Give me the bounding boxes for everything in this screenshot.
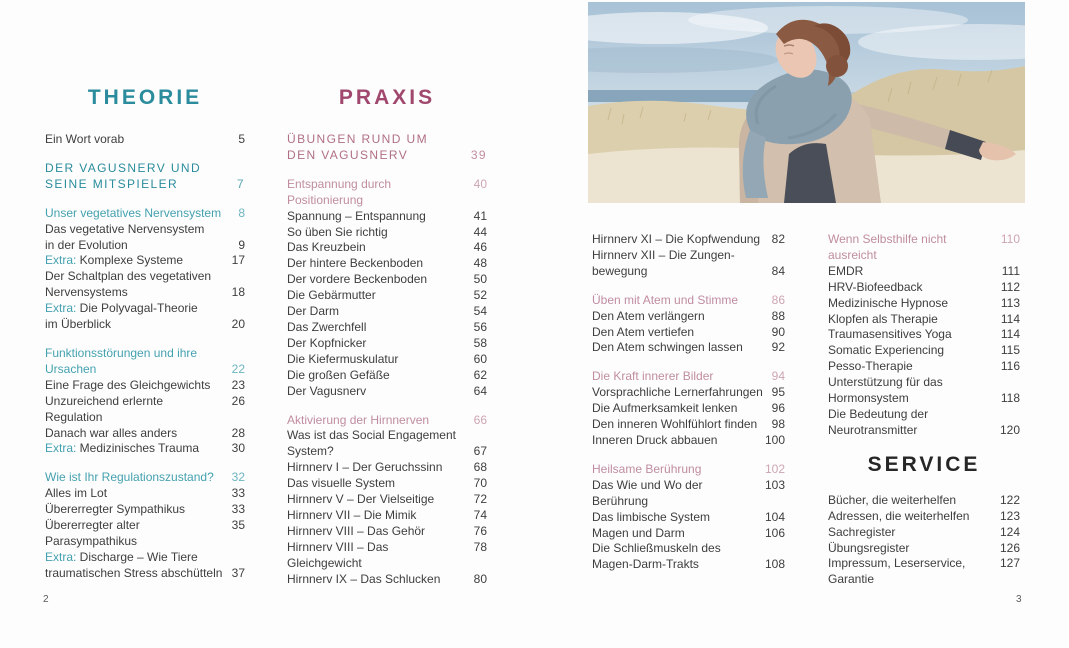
toc-entry-text: Unser vegetatives Nervensystem	[45, 205, 222, 220]
toc-entry	[828, 541, 1020, 557]
page-ref: 126	[999, 540, 1020, 555]
toc-entry	[828, 375, 1020, 407]
extra-label: Extra:	[45, 301, 77, 316]
toc-entry-text: DER VAGUSNERV UND	[45, 160, 202, 175]
page-ref: 82	[771, 232, 785, 246]
toc-entry	[287, 384, 487, 400]
page-ref: 100	[764, 432, 785, 447]
toc-entry	[45, 346, 245, 378]
toc-entry	[592, 541, 785, 573]
toc-entry	[287, 428, 487, 460]
page-ref: 40	[473, 176, 487, 191]
toc-entry-text: Heilsame Berührung	[592, 461, 702, 476]
toc-entry-text: Traumasensitives Yoga	[828, 327, 952, 342]
page-ref: 33	[231, 502, 245, 517]
page-ref: 104	[764, 509, 785, 524]
toc-entry	[592, 478, 785, 510]
toc-entry	[45, 502, 245, 518]
toc-entry	[45, 550, 245, 582]
page-ref: 48	[473, 256, 487, 271]
toc-entry-text: Vorsprachliche Lernerfahrungen	[592, 385, 763, 400]
toc-entry	[287, 304, 487, 320]
group-gap	[592, 280, 785, 293]
page-ref: 35	[231, 518, 245, 533]
toc-entry	[592, 248, 785, 280]
toc-entry	[828, 359, 1020, 375]
page-ref: 50	[473, 272, 487, 287]
page-ref: 39	[470, 147, 487, 162]
group-gap	[45, 457, 245, 470]
toc-entry	[45, 253, 245, 269]
toc-entry-text: Bücher, die weiterhelfen	[828, 492, 957, 507]
page-ref: 103	[764, 477, 785, 492]
toc-entry	[592, 340, 785, 356]
toc-entry	[592, 325, 785, 341]
toc-entry	[45, 470, 245, 486]
page-ref: 108	[764, 557, 785, 572]
group-gap	[45, 148, 245, 161]
page-ref: 114	[1000, 327, 1020, 342]
page-ref: 9	[238, 237, 245, 252]
toc-entry-text: Entspannung durch Positionierung	[287, 176, 392, 207]
toc-entry	[592, 232, 785, 248]
toc-entry	[592, 462, 785, 478]
page-ref: 115	[1000, 343, 1020, 358]
extra-label: Extra:	[45, 253, 77, 268]
page-ref: 33	[231, 486, 245, 501]
group-gap	[287, 400, 487, 413]
toc-entry	[287, 368, 487, 384]
page-ref: 56	[473, 319, 487, 334]
toc-entry-text: Extra: Die Polyvagal-Theorie	[45, 301, 198, 316]
woman-beach-illustration	[588, 2, 1025, 203]
page-ref: 67	[473, 444, 487, 459]
toc-entry-text: DEN VAGUSNERV	[287, 147, 409, 162]
page-ref: 78	[473, 539, 487, 554]
toc-entry-text: Unterstützung für das	[828, 375, 943, 390]
toc-entry-text: Das Wie und Wo der Berührung	[592, 477, 703, 508]
group-gap	[45, 193, 245, 206]
toc-entry-text: Adressen, die weiterhelfen	[828, 508, 970, 523]
toc-entry-text: Hirnnerv IX – Das Schlucken	[287, 571, 441, 586]
toc-entry	[45, 301, 245, 333]
toc-entry-text: Nervensystems	[45, 285, 128, 300]
page-ref: 60	[473, 351, 487, 366]
folio-left: 2	[43, 594, 49, 605]
toc-entry	[828, 343, 1020, 359]
extra-label: Extra:	[45, 441, 77, 456]
page-ref: 88	[771, 308, 785, 323]
page-ref: 37	[231, 565, 245, 580]
toc-entry-text: Somatic Experiencing	[828, 343, 945, 358]
toc-entry	[828, 509, 1020, 525]
toc-entry-text: Eine Frage des Gleichgewichts	[45, 377, 211, 392]
toc-entry	[45, 206, 245, 222]
toc-entry-text: Extra: Medizinisches Trauma	[45, 441, 200, 456]
toc-entry	[287, 492, 487, 508]
toc-entry	[287, 336, 487, 352]
page-ref: 8	[238, 205, 245, 220]
page-ref: 106	[764, 525, 785, 540]
toc-entry-text: Der hintere Beckenboden	[287, 256, 424, 271]
toc-entry-text: Die Bedeutung der	[828, 406, 929, 421]
toc-entry-text: Das Kreuzbein	[287, 240, 366, 255]
page-ref: 111	[1001, 263, 1020, 278]
page-ref: 84	[771, 263, 785, 278]
toc-entry	[45, 222, 245, 254]
toc-entry	[287, 540, 487, 572]
toc-entry-text: Wie ist Ihr Regulationszustand?	[45, 470, 214, 485]
toc-entry	[592, 309, 785, 325]
page-ref: 90	[771, 324, 785, 339]
toc-entry-text: Pesso-Therapie	[828, 359, 913, 374]
page-ref: 32	[231, 470, 245, 485]
toc-entry-text: Den Atem schwingen lassen	[592, 340, 743, 355]
page-ref: 41	[473, 208, 487, 223]
toc-entry-text: Inneren Druck abbauen	[592, 432, 718, 447]
group-gap	[592, 356, 785, 369]
toc-entry-text: Den Atem verlängern	[592, 308, 705, 323]
toc-entry	[287, 132, 487, 164]
toc-entry	[287, 508, 487, 524]
toc-entry	[287, 413, 487, 429]
toc-entry-text: Das vegetative Nervensystem	[45, 221, 205, 236]
page-ref: 72	[473, 492, 487, 507]
toc-entry-text: Hirnnerv VIII – Das Gehör	[287, 523, 426, 538]
toc-entry	[592, 417, 785, 433]
toc-entry-text: Hirnnerv XII – Die Zungen-	[592, 247, 735, 262]
page-ref: 70	[473, 476, 487, 491]
page-ref: 123	[999, 508, 1020, 523]
toc-entry-text: in der Evolution	[45, 237, 128, 252]
toc-column-praxis	[287, 86, 487, 587]
toc-entry-text: EMDR	[828, 263, 864, 278]
toc-entry	[287, 209, 487, 225]
page-ref: 52	[473, 288, 487, 303]
toc-entry	[287, 476, 487, 492]
toc-entry	[287, 320, 487, 336]
toc-entry-text: So üben Sie richtig	[287, 224, 388, 239]
page-ref: 113	[1000, 295, 1020, 310]
toc-entry-text: Sachregister	[828, 524, 896, 539]
toc-entry	[287, 524, 487, 540]
toc-entry-text: Funktionsstörungen und ihre	[45, 345, 198, 360]
toc-entry	[45, 378, 245, 394]
page-ref: 44	[473, 224, 487, 239]
toc-entry-text: Hormonsystem	[828, 391, 909, 406]
toc-entry-text: Ein Wort vorab	[45, 132, 125, 146]
toc-entry-text: Die Gebärmutter	[287, 288, 376, 303]
toc-entry	[287, 240, 487, 256]
folio-right: 3	[1016, 594, 1022, 605]
page-ref: 127	[999, 556, 1020, 571]
toc-entry-text: Hirnnerv I – Der Geruchssinn	[287, 460, 443, 475]
toc-entry	[45, 161, 245, 193]
toc-entry	[287, 225, 487, 241]
toc-entry	[828, 264, 1020, 280]
page-ref: 120	[999, 422, 1020, 437]
page-ref: 80	[473, 571, 487, 586]
toc-entry	[592, 433, 785, 449]
page-ref: 62	[473, 367, 487, 382]
toc-entry-text: bewegung	[592, 263, 648, 278]
toc-entry-text: System?	[287, 444, 334, 459]
toc-column-praxis-service	[828, 232, 1020, 588]
toc-entry-text: Üben mit Atem und Stimme	[592, 292, 739, 307]
section-heading-service: SERVICE	[867, 452, 981, 476]
toc-entry-text: Neurotransmitter	[828, 422, 918, 437]
beach-photo	[588, 2, 1025, 203]
page-ref: 95	[771, 385, 785, 400]
toc-entry-text: Der Darm	[287, 304, 340, 319]
toc-entry	[287, 572, 487, 588]
column-title-praxis: PRAXIS	[338, 86, 436, 109]
toc-entry-text: Das visuelle System	[287, 476, 396, 491]
toc-entry	[287, 177, 487, 209]
toc-entry-text: Hirnnerv XI – Die Kopfwendung	[592, 232, 761, 246]
toc-entry-text: Die Kiefermuskulatur	[287, 351, 399, 366]
toc-column-praxis-continued	[592, 232, 785, 573]
column-title-theorie: THEORIE	[87, 86, 203, 109]
toc-entry-text: Impressum, Leserservice, Garantie	[828, 556, 966, 587]
toc-entry-text: Aktivierung der Hirnnerven	[287, 412, 430, 427]
toc-entry	[45, 426, 245, 442]
page-ref: 118	[1000, 391, 1020, 406]
toc-entry	[45, 132, 245, 148]
toc-entry	[592, 293, 785, 309]
toc-entry-text: Spannung – Entspannung	[287, 208, 426, 223]
toc-entry-text: HRV-Biofeedback	[828, 279, 923, 294]
toc-entry	[828, 556, 1020, 588]
toc-entry-text: Ursachen	[45, 361, 97, 376]
toc-entry	[45, 269, 245, 301]
page-ref: 23	[231, 377, 245, 392]
toc-entry	[45, 486, 245, 502]
page-ref: 86	[771, 292, 785, 307]
toc-entry-text: Magen und Darm	[592, 525, 685, 540]
toc-column-theorie	[45, 86, 245, 582]
toc-entry-text: Die Aufmerksamkeit lenken	[592, 401, 738, 416]
group-gap	[45, 333, 245, 346]
toc-entry	[45, 394, 245, 426]
page-ref: 7	[236, 176, 245, 191]
page-ref: 5	[238, 132, 245, 146]
toc-entry	[828, 296, 1020, 312]
toc-entry-text: Der vordere Beckenboden	[287, 272, 428, 287]
toc-entry-text: Der Schaltplan des vegetativen	[45, 269, 212, 284]
toc-entry-text: Die großen Gefäße	[287, 367, 390, 382]
toc-entry	[287, 288, 487, 304]
toc-entry-text: Den Atem vertiefen	[592, 324, 695, 339]
page-ref: 122	[999, 492, 1020, 507]
toc-entry-text: Der Kopfnicker	[287, 335, 367, 350]
toc-entry-text: Alles im Lot	[45, 486, 108, 501]
toc-entry	[45, 518, 245, 550]
toc-entry-text: Das limbische System	[592, 509, 711, 524]
toc-entry	[592, 510, 785, 526]
toc-entry	[287, 256, 487, 272]
page-ref: 20	[231, 317, 245, 332]
toc-entry	[592, 369, 785, 385]
toc-entry	[287, 460, 487, 476]
page-ref: 26	[231, 393, 245, 408]
toc-entry	[287, 352, 487, 368]
toc-entry-text: Übererregter Sympathikus	[45, 502, 186, 517]
toc-entry-text: SEINE MITSPIELER	[45, 176, 179, 191]
page-ref: 46	[473, 240, 487, 255]
group-gap	[287, 164, 487, 177]
page-ref: 94	[771, 369, 785, 384]
toc-entry	[828, 525, 1020, 541]
toc-entry-text: Hirnnerv VII – Die Mimik	[287, 507, 417, 522]
toc-entry	[592, 526, 785, 542]
page-ref: 96	[771, 401, 785, 416]
toc-entry-text: Extra: Komplexe Systeme	[45, 253, 184, 268]
toc-entry-text: Hirnnerv V – Der Vielseitige	[287, 492, 435, 507]
page-ref: 74	[473, 507, 487, 522]
toc-entry-text: Die Schließmuskeln des	[592, 541, 721, 556]
toc-entry-text: Was ist das Social Engagement	[287, 428, 456, 443]
toc-entry-text: ÜBUNGEN RUND UM	[287, 132, 428, 146]
page-ref: 66	[473, 412, 487, 427]
page-ref: 116	[1000, 359, 1020, 374]
toc-entry	[828, 232, 1020, 264]
toc-entry-text: traumatischen Stress abschütteln	[45, 565, 223, 580]
toc-entry	[828, 280, 1020, 296]
group-gap	[592, 449, 785, 462]
toc-entry-text: Übererregter alter Parasympathikus	[45, 518, 140, 548]
page-ref: 64	[473, 383, 487, 398]
toc-entry-text: Wenn Selbsthilfe nicht ausreicht	[828, 232, 947, 262]
toc-entry	[45, 441, 245, 457]
toc-entry-text: Der Vagusnerv	[287, 383, 367, 398]
toc-entry-text: Den inneren Wohlfühlort finden	[592, 417, 758, 432]
extra-label: Extra:	[45, 549, 77, 564]
page-ref: 92	[771, 340, 785, 355]
page-ref: 17	[231, 253, 245, 268]
page-ref: 28	[231, 425, 245, 440]
toc-entry	[592, 385, 785, 401]
page-ref: 98	[771, 417, 785, 432]
toc-entry-text: Danach war alles anders	[45, 425, 178, 440]
page-ref: 110	[1000, 232, 1020, 246]
toc-entry	[828, 493, 1020, 509]
toc-entry	[287, 272, 487, 288]
page-ref: 76	[473, 523, 487, 538]
page-ref: 30	[231, 441, 245, 456]
page-ref: 54	[473, 304, 487, 319]
page-ref: 22	[231, 361, 245, 376]
page-ref: 102	[764, 461, 785, 476]
toc-entry-text: im Überblick	[45, 317, 112, 332]
toc-entry-text: Extra: Discharge – Wie Tiere	[45, 549, 198, 564]
page-ref: 114	[1000, 311, 1020, 326]
page-ref: 58	[473, 335, 487, 350]
toc-entry-text: Unzureichend erlernte Regulation	[45, 393, 164, 424]
page-ref: 124	[999, 524, 1020, 539]
page-ref: 68	[473, 460, 487, 475]
toc-entry-text: Magen-Darm-Trakts	[592, 557, 699, 572]
page-ref: 18	[231, 285, 245, 300]
toc-entry-text: Klopfen als Therapie	[828, 311, 938, 326]
toc-entry-text: Übungsregister	[828, 540, 910, 555]
toc-entry-text: Hirnnerv VIII – Das Gleichgewicht	[287, 539, 389, 570]
toc-entry	[828, 312, 1020, 328]
toc-entry	[828, 407, 1020, 439]
toc-entry	[828, 327, 1020, 343]
toc-entry-text: Das Zwerchfell	[287, 319, 367, 334]
toc-entry-text: Medizinische Hypnose	[828, 295, 949, 310]
toc-entry-text: Die Kraft innerer Bilder	[592, 369, 714, 384]
page-ref: 112	[1000, 279, 1020, 294]
toc-entry	[592, 401, 785, 417]
